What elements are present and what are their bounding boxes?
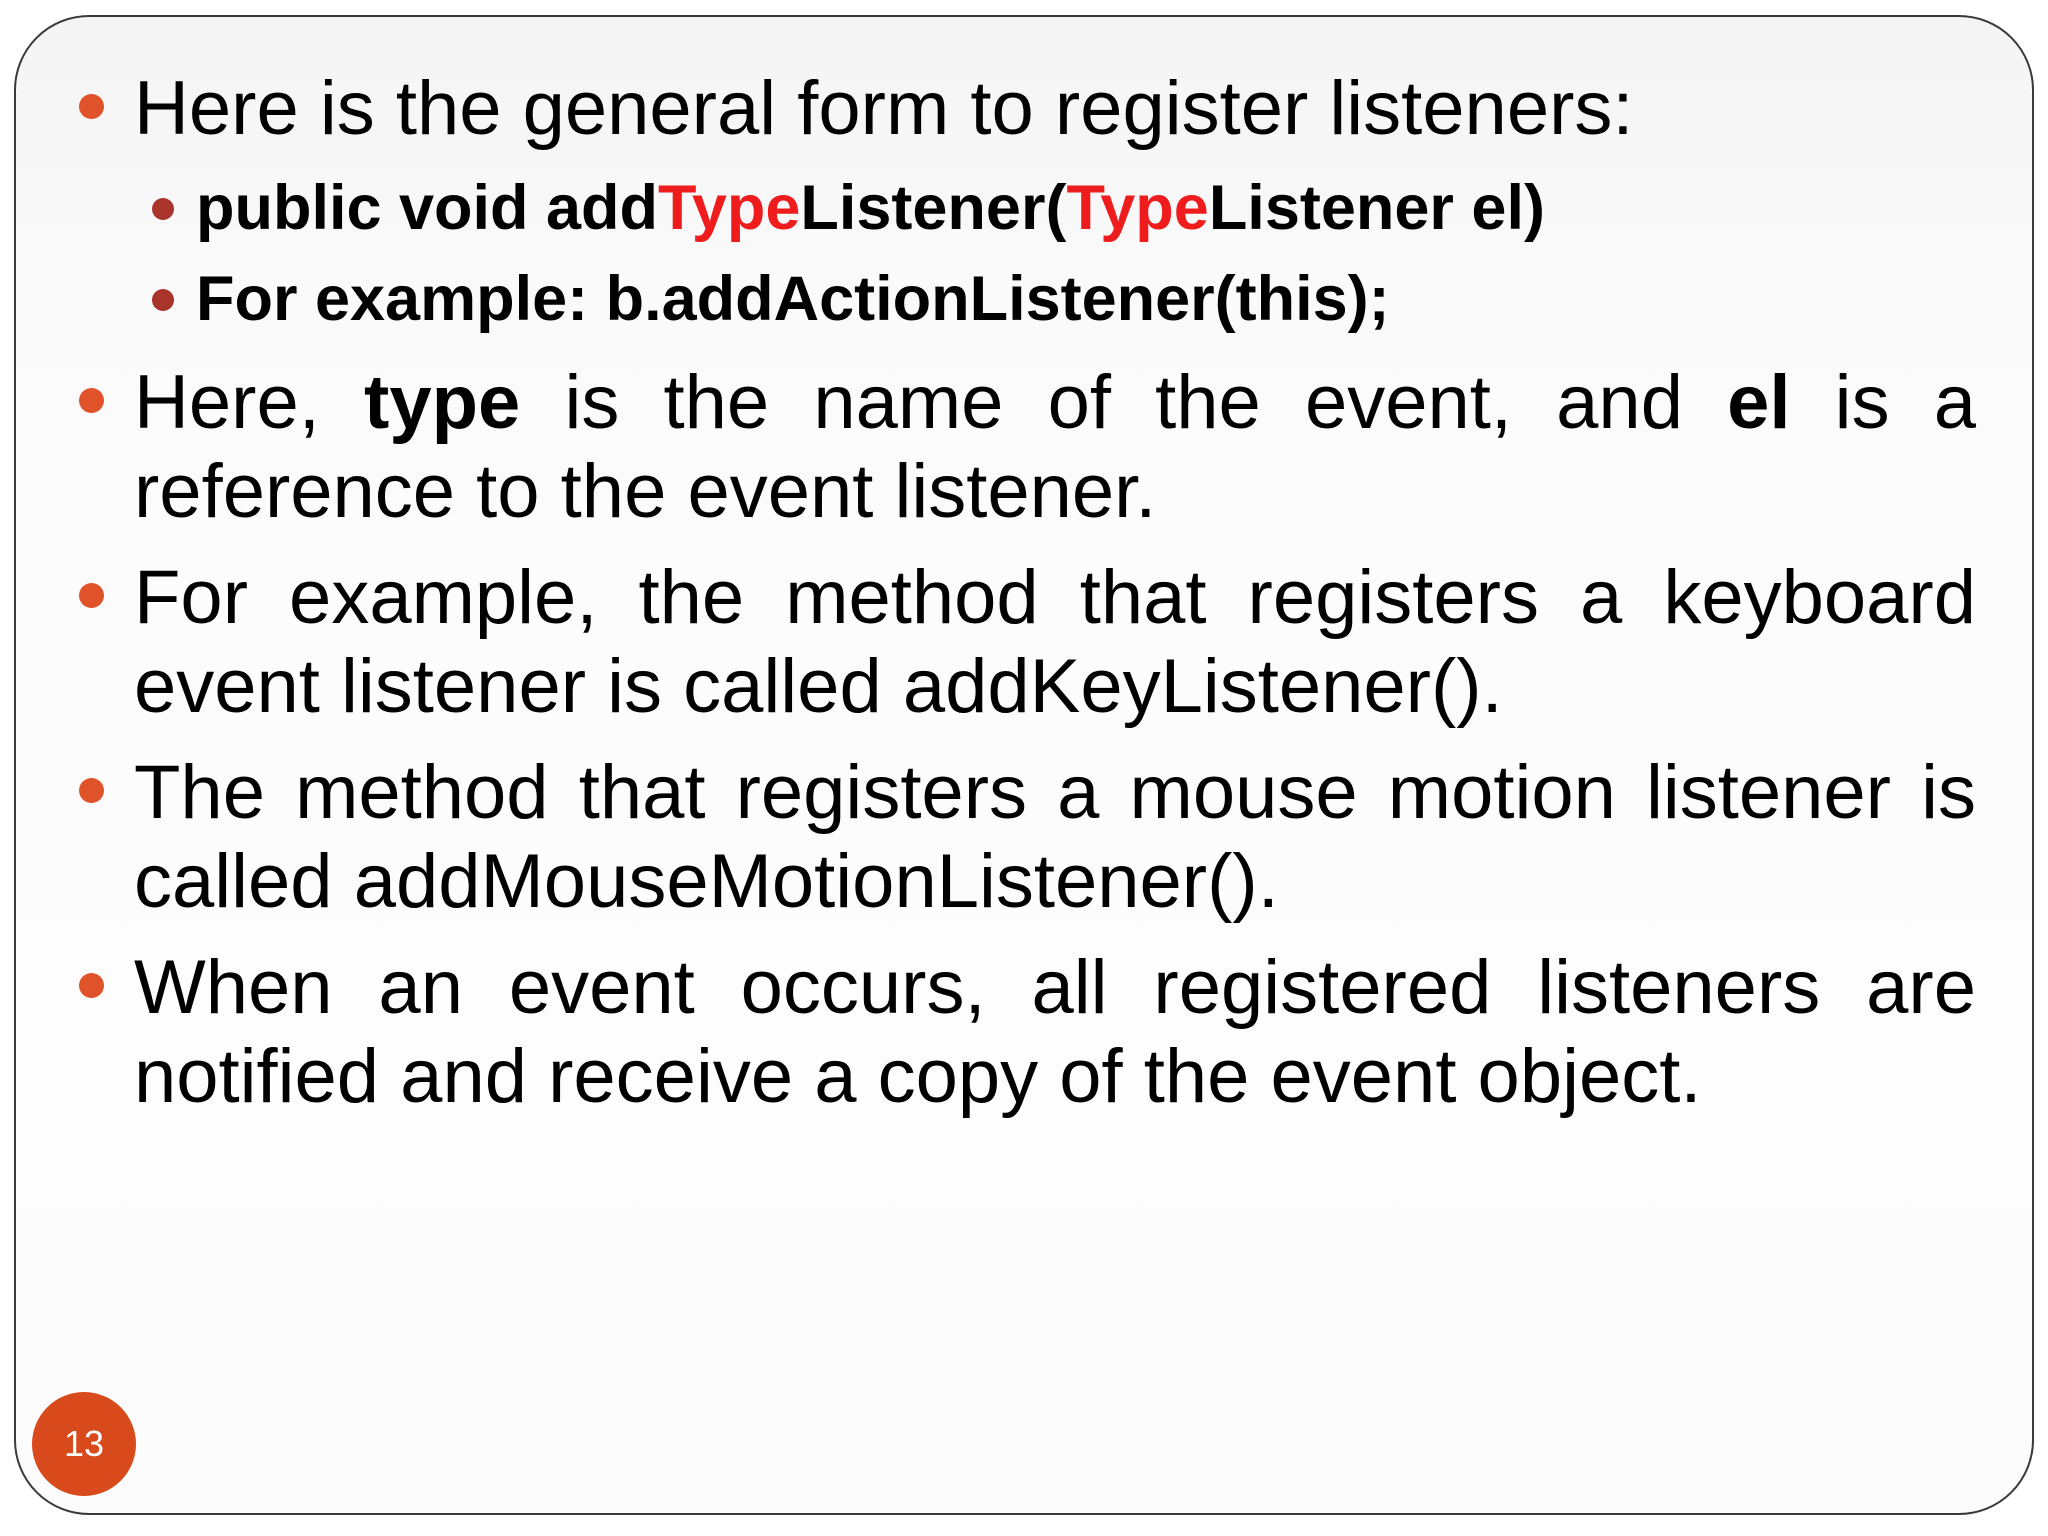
page-number: 13 [63, 1423, 105, 1464]
bold-term-el: el [1727, 360, 1791, 445]
bullet-dot-icon [79, 973, 104, 998]
bullet-dot-icon [79, 388, 104, 413]
sub-bullet-example [196, 263, 1976, 335]
bullet-text: For example: b.addActionListener(this); [196, 264, 1390, 334]
bullet-text: For example, the method that registers a keyboard event listener is called addKeyListener(). [134, 555, 1976, 729]
bullet-text: The method that registers a mouse motion listener is called addMouseMotionListener(). [134, 750, 1976, 924]
bullet-text: Here is the general form to register listeners: [134, 66, 1634, 151]
bullet-text-part: is a reference to the event listener. [134, 360, 1976, 534]
code-middle: Listener( [800, 173, 1067, 243]
code-type-placeholder: Type [1066, 173, 1209, 243]
bullet-mouse-motion-listener [134, 748, 1976, 926]
bullet-text: When an event occurs, all registered listeners are notified and receive a copy of the event object. [134, 945, 1976, 1119]
bullet-keyboard-listener [134, 553, 1976, 731]
bullet-type-el [134, 358, 1976, 536]
code-type-placeholder: Type [658, 173, 801, 243]
sub-bullet-general-form [196, 172, 1976, 244]
bullet-dot-icon [79, 94, 104, 119]
bullet-text-part: Here, [134, 360, 365, 445]
bullet-text-part: is the name of the event, and [520, 360, 1728, 445]
page-number-badge [32, 1392, 136, 1496]
bullet-register-listeners [134, 64, 1976, 153]
sub-bullet-dot-icon [152, 289, 174, 311]
code-suffix: Listener el) [1208, 173, 1545, 243]
bold-term-type: type [364, 360, 521, 445]
code-prefix: public void add [196, 173, 659, 243]
bullet-dot-icon [79, 583, 104, 608]
bullet-dot-icon [79, 778, 104, 803]
sub-bullet-dot-icon [152, 198, 174, 220]
bullet-event-occurs [134, 943, 1976, 1121]
